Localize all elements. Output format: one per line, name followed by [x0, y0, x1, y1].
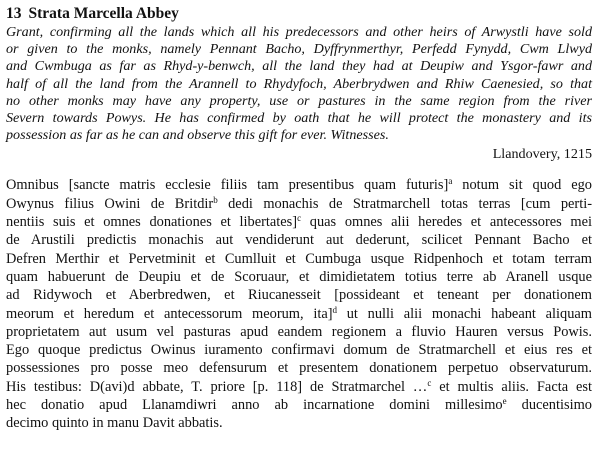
summary-line: half of all the land from the Arannell to Rhydyfoch, Aberbrydwen and Rhiw Caenesied, so that — [6, 75, 592, 92]
footnote-marker: c — [297, 213, 302, 224]
charter-line — [6, 231, 592, 249]
charter-text: meorum et heredum et antecessorum meorum, ita] — [6, 305, 333, 322]
place-date-line: Llandovery, 1215 — [492, 146, 592, 163]
footnote-marker: b — [213, 194, 218, 205]
charter-line — [6, 359, 592, 377]
charter-text: His testibus: D(avi)d abbate, T. priore [p. 118] de Stratmarchel … — [6, 378, 428, 395]
charter-text: ut nulli alii monachi habeant aliquam — [337, 305, 592, 322]
summary-line: Grant, confirming all the lands which all his predecessors and other heirs of Arwystli have sold — [6, 24, 592, 40]
charter-line — [6, 378, 592, 396]
footnote-marker: c — [427, 377, 432, 388]
charter-line — [6, 414, 592, 432]
charter-text: possessiones pro posse meo defensurum et presentem donationem perpetuo observaturum. — [6, 360, 592, 377]
charter-text: quam habuerunt de Deupiu et de Scoruaur, et dimidietatem totius terre ab Aranell usque — [6, 268, 592, 285]
charter-line — [6, 176, 592, 194]
charter-text: ducentisimo — [506, 396, 592, 413]
charter-line — [6, 323, 592, 341]
charter-text: Ego quoque predictus Owinus iuramento confirmavi domum de Stratmarchell et eius res et — [6, 342, 592, 359]
charter-text: proprietatem aut usum vel pasturas apud eandem regionem a fluvio Hauren versus Powis. — [6, 323, 592, 340]
charter-line — [6, 341, 592, 359]
charter-line — [6, 305, 592, 323]
entry-number: 13 — [6, 5, 22, 22]
charter-line — [6, 195, 592, 213]
entry-heading — [6, 4, 592, 23]
footnote-marker: d — [332, 304, 337, 315]
charter-text: Defren Merthir et Pervetminit et Cumlluit et Cumbuga usque Ridpenhoch et totam terram — [6, 250, 592, 267]
footnote-marker: e — [502, 395, 507, 406]
charter-line — [6, 250, 592, 268]
charter-line — [6, 268, 592, 286]
summary-line: and Cwmbuga as far as Rhyd-y-benwch, all the land they had at Deupiw and Ysgor-fawr and — [6, 58, 592, 75]
charter-text: de Arustili predictis monachis aut vendiderunt aut dederunt, scilicet Pennant Bacho et — [6, 232, 592, 249]
charter-text: et multis aliis. Facta est — [431, 378, 592, 395]
summary-line: Severn towards Powys. He has confirmed by oath that he will protect the monastery and its — [6, 110, 592, 127]
summary-line: no other monks may have any property, use or pastures in the same region from the river — [6, 92, 592, 109]
charter-text: dedi monachis de Stratmarchell totas terras [cum perti- — [217, 195, 592, 212]
english-summary — [6, 24, 592, 144]
charter-line — [6, 396, 592, 414]
charter-text: notum sit quod ego — [452, 177, 592, 194]
summary-line: possession as far as he can and observe this gift for ever. Witnesses. — [6, 127, 389, 144]
charter-text: nentiis suis et omnes donationes et libertates] — [6, 214, 298, 231]
charter-text: Omnibus [sancte matris ecclesie filiis tam presentibus quam futuris] — [6, 177, 449, 194]
summary-line: or given to the monks, namely Pennant Bacho, Dyffrynmerthyr, Perfedd Fynydd, Cwm Llwyd — [6, 41, 592, 58]
entry-title: Strata Marcella Abbey — [28, 5, 179, 22]
charter-line — [6, 286, 592, 304]
charter-text: Owynus filius Owini de Britdir — [6, 195, 214, 212]
charter-text: ad Ridywoch et Aberbredwen, et Riucanesseit [possideant et teneant per donationem — [6, 287, 592, 304]
charter-text: decimo quinto in manu Davit abbatis. — [6, 415, 223, 432]
charter-line — [6, 213, 592, 231]
document-page — [6, 4, 592, 433]
footnote-marker: a — [448, 176, 453, 187]
charter-text: hec donatio apud Llanamdiwri anno ab incarnatione domini millesimo — [6, 396, 503, 413]
charter-text: quas omnes alii heredes et antecessores mei — [301, 214, 593, 231]
latin-charter-text — [6, 176, 592, 432]
